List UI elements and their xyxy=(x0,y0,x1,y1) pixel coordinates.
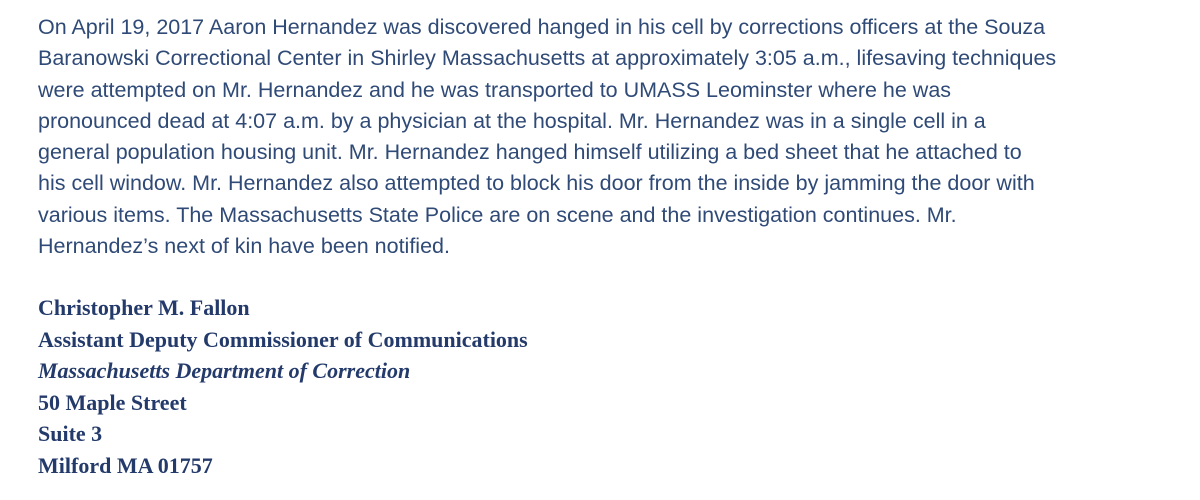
address-street: 50 Maple Street xyxy=(38,389,187,415)
signatory-title: Assistant Deputy Commissioner of Communications xyxy=(38,326,528,352)
statement-line: Hernandez’s next of kin have been notified. xyxy=(38,234,450,259)
department-name: Massachusetts Department of Correction xyxy=(38,358,411,384)
statement-line: On April 19, 2017 Aaron Hernandez was discovered hanged in his cell by corrections officers at the Souza xyxy=(38,15,1046,39)
statement-line: various items. The Massachusetts State Police are on scene and the investigation continues. Mr. xyxy=(38,202,957,227)
signatory-name: Christopher M. Fallon xyxy=(38,295,250,320)
statement-line: general population housing unit. Mr. Hernandez hanged himself utilizing a bed sheet that he attached to xyxy=(38,140,1022,165)
statement-body xyxy=(38,12,1178,262)
statement-line: his cell window. Mr. Hernandez also attempted to block his door from the inside by jamming the door with xyxy=(38,171,1035,196)
statement-line: Baranowski Correctional Center in Shirley Massachusetts at approximately 3:05 a.m., lifesaving techniques xyxy=(38,46,1057,71)
statement-line: pronounced dead at 4:07 a.m. by a physician at the hospital. Mr. Hernandez was in a single cell in a xyxy=(38,108,986,133)
address-suite: Suite 3 xyxy=(38,421,103,447)
address-city: Milford MA 01757 xyxy=(38,452,213,478)
statement-line: were attempted on Mr. Hernandez and he was transported to UMASS Leominster where he was xyxy=(38,77,952,102)
signature-block xyxy=(38,292,528,482)
